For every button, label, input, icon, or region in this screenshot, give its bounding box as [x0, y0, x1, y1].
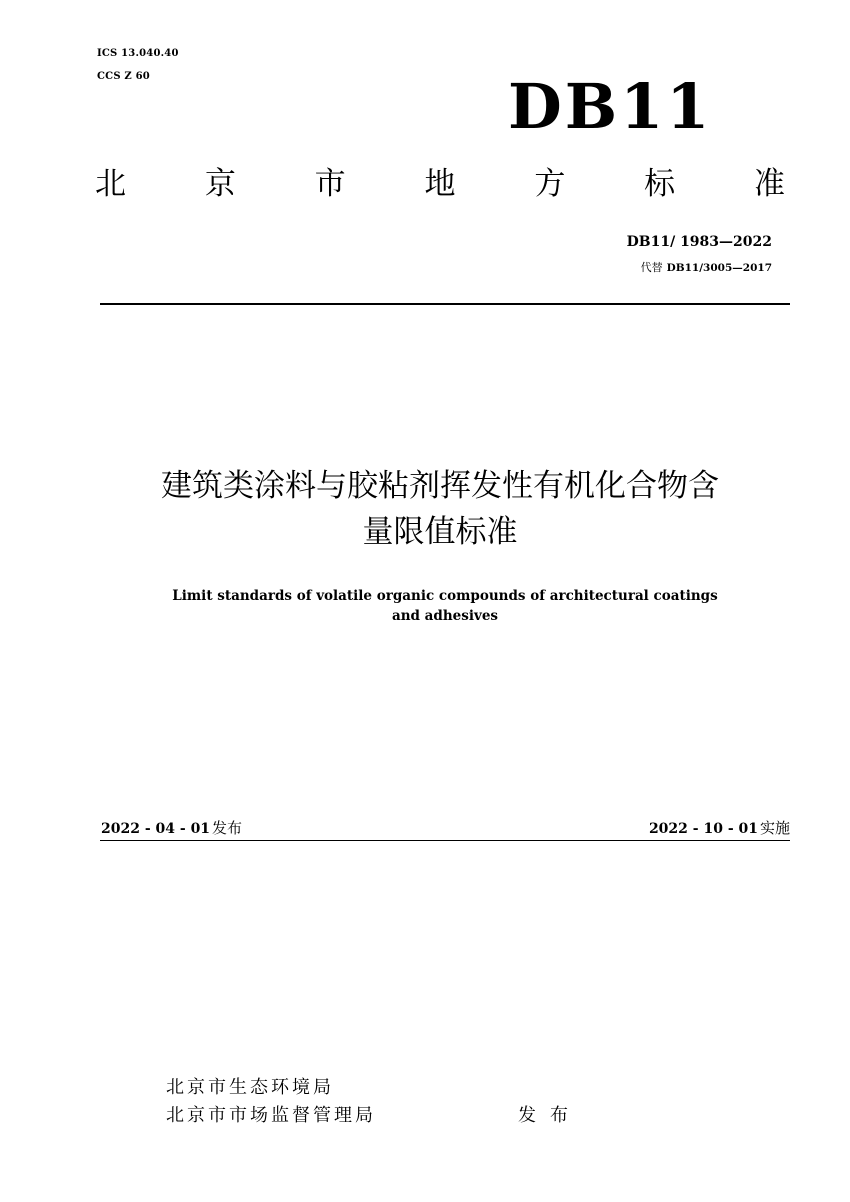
implement-date-line: [649, 818, 790, 839]
implement-label: 实施: [759, 819, 790, 837]
standard-type-char: 地: [424, 166, 456, 202]
standard-type-char: 市: [314, 166, 346, 202]
standard-type-char: 准: [753, 166, 785, 202]
issue-date-line: [101, 818, 242, 839]
standard-type-char: 方: [534, 166, 566, 202]
standard-number: DB11/ 1983—2022: [626, 234, 772, 250]
chinese-title-line-2: 量限值标准: [362, 514, 518, 550]
ccs-code: CCS Z 60: [97, 71, 150, 82]
ics-code: ICS 13.040.40: [97, 48, 179, 59]
replaces-number: DB11/3005—2017: [666, 262, 772, 274]
english-title-line-2: and adhesives: [391, 608, 499, 624]
issuing-organizations: [166, 1074, 376, 1130]
chinese-title: [95, 463, 785, 555]
standard-type-char: 北: [95, 166, 126, 202]
standard-type-char: 京: [204, 166, 236, 202]
replaces-label: 代替: [640, 261, 663, 274]
implement-date: 2022 - 10 - 01: [648, 821, 758, 837]
issue-date: 2022 - 04 - 01: [101, 821, 211, 837]
standard-type-char: 标: [644, 166, 676, 202]
english-title-line-1: Limit standards of volatile organic compounds of architectural coatings: [172, 588, 718, 604]
classification-codes: [97, 42, 179, 88]
top-divider: [100, 303, 790, 305]
chinese-title-line-1: 建筑类涂料与胶粘剂挥发性有机化合物含: [161, 468, 719, 504]
english-title: [95, 586, 795, 626]
replaces-line: [641, 259, 772, 277]
db11-logo: DB11: [508, 70, 713, 143]
bottom-divider: [100, 840, 790, 841]
standard-type-heading: [95, 164, 785, 204]
issue-label: 发布: [212, 819, 243, 837]
publish-label: 发布: [518, 1105, 582, 1126]
issuer-org-1: 北京市生态环境局: [166, 1077, 334, 1098]
issuer-org-2: 北京市市场监督管理局: [166, 1105, 376, 1126]
